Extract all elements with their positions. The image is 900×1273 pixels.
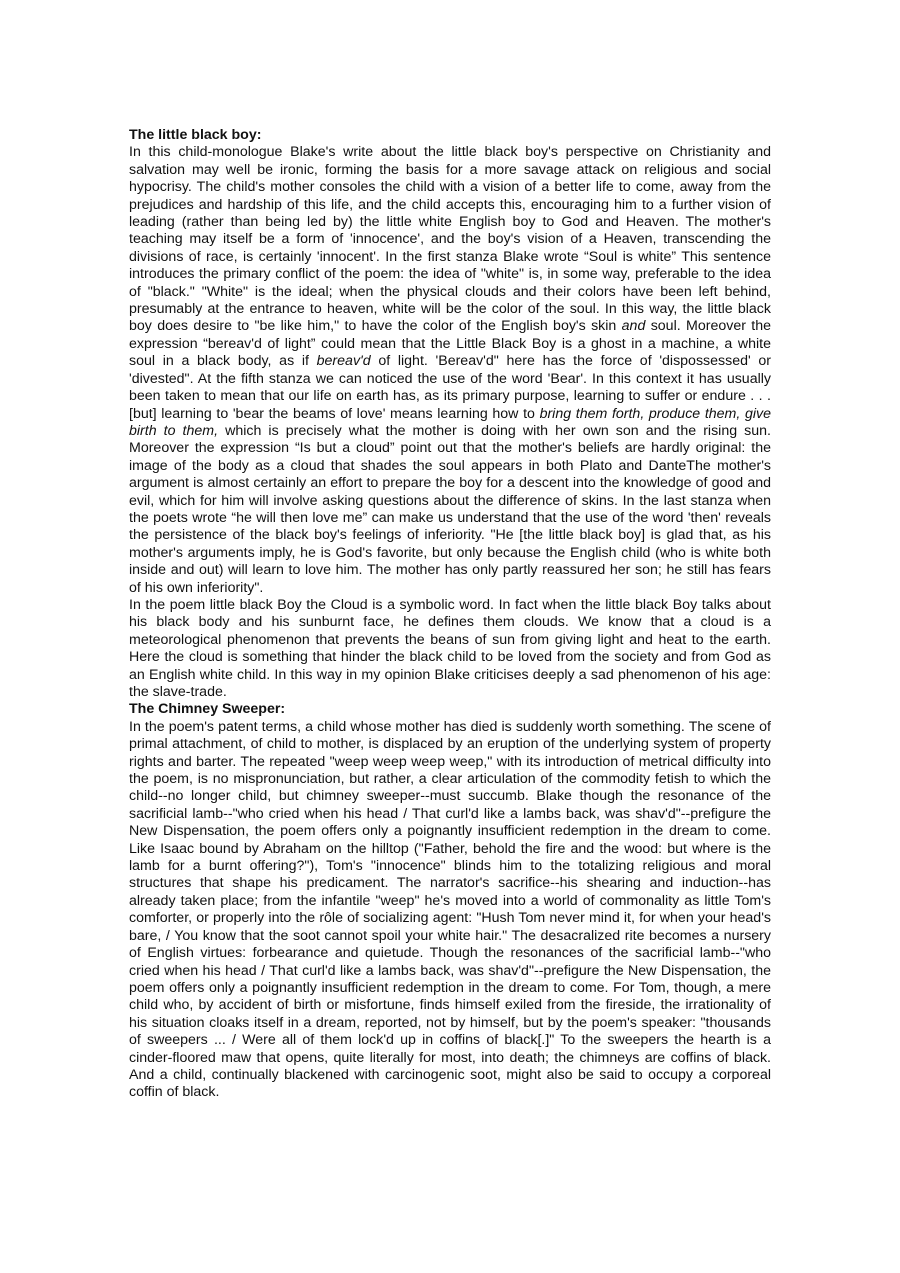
paragraph-cloud-symbol: In the poem little black Boy the Cloud is a symbolic word. In fact when the little black Boy talks about his black body and his sunburnt face, he defines them clouds. We know that a cloud is a meteorological phenomenon that prevents the beans of sun from giving light and heat to the earth. Here the cloud is something that hinder the black child to be loved from the society and from God as an English white child. In this way in my opinion Blake criticises deeply a sad phenomenon of his age: the slave-trade. [129, 596, 771, 700]
text-run: In this child-monologue Blake's write about the little black boy's perspective on Christianity and salvation may well be ironic, forming the basis for a more savage attack on religious and social hypocrisy. The child's mother consoles the child with a vision of a better life to come, away from the prejudices and hardship of this life, and the child accepts this, encouraging him to a further vision of leading (rather than being led by) the little white English boy to God and Heaven. The mother's teaching may itself be a form of 'innocence', and the boy's vision of a Heaven, transcending the divisions of race, is certainly 'innocent'. In the first stanza Blake wrote “Soul is white” This sentence introduces the primary conflict of the poem: the idea of "white" is, in some way, preferable to the idea of "black." "White" is the ideal; when the physical clouds and their colors have been left behind, presumably at the entrance to heaven, white will be the color of the soul. In this way, the little black boy does desire to "be like him," to have the color of the English boy's skin [129, 144, 771, 335]
italic-run: bring them forth, produce them, give birth to them, [129, 405, 771, 439]
italic-run: bereav'd [316, 353, 371, 370]
italic-run: and [621, 318, 646, 335]
section-heading-little-black-boy: The little black boy: [129, 127, 262, 143]
section-heading-chimney-sweeper: The Chimney Sweeper: [129, 701, 286, 718]
text-run: which is precisely what the mother is doing with her own son and the rising sun. Moreover the expression “Is but a cloud” point out that the mother's beliefs are hardly original: the image of the body as a cloud that shades the soul appears in both Plato and DanteThe mother's argument is almost certainly an effort to prepare the boy for a descent into the knowledge of good and evil, which for him will involve asking questions about the difference of skins. In the last stanza when the poets wrote “he will then love me” can make us understand that the use of the word 'then' reveals the persistence of the black boy's feelings of inferiority. "He [the little black boy] is glad that, as his mother's arguments imply, he is God's favorite, but only because the English child (who is white both inside and out) will learn to love him. The mother has only partly reassured her son; he still has fears of his own inferiority". [129, 422, 771, 596]
document-page [129, 127, 771, 1102]
text-run: soul. Moreover the expression “bereav'd of light” could mean that the Little Black Boy is a ghost in a machine, a white soul in a black body, as if [129, 318, 772, 370]
paragraph-chimney-sweeper-analysis: In the poem's patent terms, a child whose mother has died is suddenly worth something. The scene of primal attachment, of child to mother, is displaced by an eruption of the underlying system of property rights and barter. The repeated "weep weep weep weep," with its introduction of metrical difficulty into the poem, is no mispronunciation, but rather, a clear articulation of the commodity fetish to which the child--no longer child, but chimney sweeper--must succumb. Blake though the resonance of the sacrificial lamb--"who cried when his head / That curl'd like a lambs back, was shav'd"--prefigure the New Dispensation, the poem offers only a poignantly insufficient redemption in the dream to come. Like Isaac bound by Abraham on the hilltop ("Father, behold the fire and the wood: but where is the lamb for a burnt offering?"), Tom's "innocence" blinds him to the totalizing religious and moral structures that shape his predicament. The narrator's sacrifice--his shearing and induction--has already taken place; from the infantile "weep" he's moved into a world of commonality as little Tom's comforter, or properly into the rôle of socializing agent: "Hush Tom never mind it, for when your head's bare, / You know that the soot cannot spoil your white hair." The desacralized rite becomes a nursery of English virtues: forbearance and quietude. Though the resonances of the sacrificial lamb--"who cried when his head / That curl'd like a lambs back, was shav'd"--prefigure the New Dispensation, the poem offers only a poignantly insufficient redemption in the dream to come. For Tom, though, a mere child who, by accident of birth or misfortune, finds himself exiled from the fireside, the irrationality of his situation cloaks itself in a dream, reported, not by himself, but by the poem's speaker: "thousands of sweepers ... / Were all of them lock'd up in coffins of black[.]" To the sweepers the hearth is a cinder-floored maw that opens, quite literally for most, into death; the chimneys are coffins of black. And a child, continually blackened with carcinogenic soot, might also be said to occupy a corporeal coffin of black. [129, 718, 771, 1101]
text-run: of light. 'Bereav'd" here has the force of 'dispossessed' or 'divested". At the fifth stanza we can noticed the use of the word 'Bear'. In this context it has usually been taken to mean that our life on earth has, as its primary purpose, learning to suffer or endure . . . [but] learning to 'bear the beams of love' means learning how to [129, 353, 772, 422]
paragraph-little-black-boy-analysis [129, 144, 771, 597]
